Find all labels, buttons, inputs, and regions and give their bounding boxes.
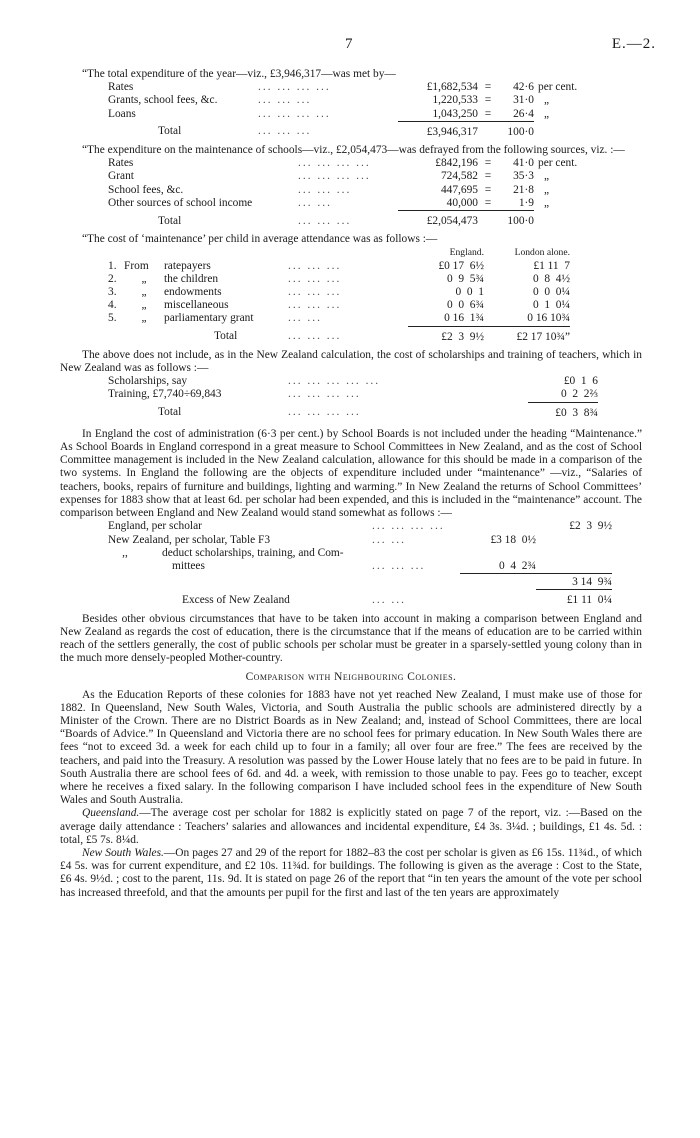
row-label: Grant [108,170,134,183]
equals-sign: = [484,170,492,183]
row-number: 3. [108,286,117,299]
england-value: 0 16 1¾ [444,312,484,325]
england-amount: £2 3 9½ [569,520,612,533]
unit: per cent. [538,81,578,94]
table-row [108,260,570,273]
unit: „ [544,183,550,196]
total-london: £2 17 10¾” [484,326,570,344]
leader-dots: ... ... ... [288,272,342,285]
total-row [108,121,594,139]
amount: 447,695 [440,183,478,196]
row-label: School fees, &c. [108,183,184,196]
london-value: 0 16 10¾ [527,312,570,325]
percent: 21·8 [513,183,534,196]
table-row [108,299,570,312]
row-label: the children [164,272,219,285]
row-label: endowments [164,286,222,299]
row-label: Rates [108,157,134,170]
leader-dots: ... ... ... ... [258,107,331,120]
report-reference: E.—2. [611,36,656,52]
unit: „ [544,170,550,183]
amount: 724,582 [440,170,478,183]
unit: per cent. [538,157,578,170]
row-label: parliamentary grant [164,312,254,325]
table-row [108,560,612,574]
leader-dots: ... ... [372,593,406,606]
england-value: 0 9 5¾ [446,272,484,285]
amount: 0 2 2⅔ [560,388,598,401]
row-label: ratepayers [164,259,211,272]
total-row [108,211,594,229]
unit: „ [544,196,550,209]
leader-dots: ... ... [288,312,322,325]
leader-dots: ... ... ... [298,214,352,227]
row-from: „ [141,272,147,285]
row-label: Other sources of school income [108,196,253,209]
table-row [108,312,570,326]
row-label: Rates [108,81,134,94]
england-value: 0 0 6¾ [446,299,484,312]
amount: 1,043,250 [432,107,478,120]
section-heading: Comparison with Neighbouring Colonies. [245,671,457,684]
leader-dots: ... ... ... ... [298,170,371,183]
scholarships-intro: The above does not include, as in the New Zealand calculation, the cost of scholarships and training of teachers, which in New Zealand was as follows :— [60,348,642,375]
nsw-text: —On pages 27 and 29 of the report for 1882–83 the cost per scholar is given as £6 15s. 11¾d., of which £4 5s. was for current expenditure, and £2 10s. 11¾d. for buildings. The following is given as the average : Cost to the State, £6 4s. 9½d. ; cost to the parent, 11s. 9d. It is stated on page 26 of the report that “in ten years the amount of the vote per school has increased threefold, and that the amounts per pupil for the first and last of the ten years are approximately [60,846,642,899]
table-row [108,375,598,388]
leader-dots: ... ... ... [258,94,312,107]
total-england: £2 3 9½ [408,326,484,344]
table-row [108,81,594,94]
row-number: 5. [108,312,117,325]
equals-sign: = [484,157,492,170]
queensland-name: Queensland. [82,807,140,820]
london-value: 0 0 0¼ [532,286,570,299]
total-label: Total [158,125,182,138]
table-row [108,108,594,122]
percent: 42·6 [513,81,534,94]
percent: 26·4 [513,107,534,120]
leader-dots: ... ... ... ... ... [288,375,381,388]
total-amount: £2,054,473 [398,211,478,229]
column-header-england: England. [449,247,484,259]
table-row [108,157,594,170]
column-header-london: London alone. [514,247,570,259]
leader-dots: ... ... [372,533,406,546]
colonies-paragraph: As the Education Reports of these colonies for 1883 have not yet reached New Zealand, I must make use of those for 1882. In Queensland, New South Wales, Victoria, and South Australia the public schools are administered directly by a Minister of the Crown. There are no District Boards as in New Zealand; and, instead of School Committees, there are local “Boards of Advice.” In Queensland and Victoria there are no school fees for primary education. In New South Wales there are fees “not to exceed 3d. a week for each child up to four in a family; all over four are free.” The fees are received by the teachers, and paid into the Treasury. A resolution was passed by the Lower House lately that no fees are to be paid in future. In South Australia there are school fees of 6d. and 4d. a week, with remission to those unable to pay. Fees go to teacher, except where he receives a fixed salary. In the following comparison I have included school fees in the expenditure of New South Wales and South Australia. [60,688,642,807]
nsw-name: New South Wales. [82,846,164,859]
page-number: 7 [345,36,353,52]
row-number: 2. [108,272,117,285]
leader-dots: ... ... ... ... [372,520,445,533]
expenditure-table [108,81,594,139]
expenditure-intro: “The total expenditure of the year—viz., £3,946,317—was met by— [82,68,396,80]
leader-dots: ... ... ... [288,330,342,343]
leader-dots: ... ... ... ... [288,388,361,401]
london-value: 0 1 0¼ [532,299,570,312]
leader-dots: ... ... ... [258,125,312,138]
excess-amount: £1 11 0¼ [536,590,612,608]
table-row [108,574,612,590]
maintenance-intro: “The expenditure on the maintenance of schools—viz., £2,054,473—was defrayed from the following sources, viz. :— [82,144,625,157]
nsw-paragraph [60,847,642,900]
table-row [108,534,612,547]
percent: 35·3 [513,170,534,183]
table-row [108,520,612,533]
deduct-label: deduct scholarships, training, and Com- [162,546,344,559]
amount: £842,196 [435,157,478,170]
london-value: 0 8 4½ [532,272,570,285]
row-from: „ [141,299,147,312]
table-row [108,547,612,560]
row-label: England, per scholar [108,520,202,533]
row-from: „ [141,312,147,325]
total-amount: £0 3 8¾ [528,402,598,420]
leader-dots: ... ... ... [288,299,342,312]
equals-sign: = [484,94,492,107]
leader-dots: ... ... ... ... [288,406,361,419]
row-number: 4. [108,299,117,312]
row-number: 1. [108,259,117,272]
scholarships-table [108,375,598,420]
total-label: Total [158,406,182,419]
row-label: Scholarships, say [108,375,188,388]
cost-per-child-intro: “The cost of ‘maintenance’ per child in average attendance was as follows :— [82,233,438,246]
column-headers [108,246,570,259]
row-from: From [124,259,149,272]
table-row [108,286,570,299]
row-label: Loans [108,107,136,120]
unit: „ [544,107,550,120]
percent: 31·0 [513,94,534,107]
besides-paragraph: Besides other obvious circumstances that have to be taken into account in making a comparison between England and New Zealand as regards the cost of education, there is the circumstance that if the means of education are to be carried within reach of the settlers generally, the cost of public schools per scholar must be greater in a sparsely-settled young colony than in the much more densely-peopled Mother-country. [60,612,642,665]
percent: 1·9 [518,196,534,209]
england-value: £0 17 6½ [438,259,484,272]
total-label: Total [214,330,238,343]
table-row [108,184,594,197]
page-header [0,38,700,58]
table-row [108,94,594,107]
leader-dots: ... ... ... [288,259,342,272]
total-row [108,402,598,420]
row-label: New Zealand, per scholar, Table F3 [108,533,271,546]
total-label: Total [158,214,182,227]
deduct-label-cont: mittees [172,559,205,572]
leader-dots: ... ... ... [372,559,426,572]
total-row [108,590,612,608]
nz-amount: £3 18 0½ [490,533,536,546]
london-value: £1 11 7 [533,259,570,272]
table-row [108,273,570,286]
amount: £1,682,534 [426,81,478,94]
queensland-text: —The average cost per scholar for 1882 is explicitly stated on page 7 of the report, viz. :—Based on the average daily attendance : Teachers’ salaries and allowances and incidental expenditure, £4 3s. 3¼d. ; buildings, £1 4s. 5d. : total, £5 7s. 8¼d. [60,807,642,846]
equals-sign: = [484,183,492,196]
page-content [60,68,642,900]
equals-sign: = [484,81,492,94]
total-row [108,326,570,344]
leader-dots: ... ... ... [288,286,342,299]
equals-sign: = [484,107,492,120]
table-row [108,197,594,211]
row-label: miscellaneous [164,299,229,312]
table-row [108,170,594,183]
excess-label: Excess of New Zealand [182,593,290,606]
amount: 40,000 [446,196,478,209]
leader-dots: ... ... [298,196,332,209]
row-label: Training, £7,740÷69,843 [108,388,222,401]
total-percent: 100·0 [498,211,534,229]
maintenance-table [108,157,594,228]
percent: 41·0 [513,157,534,170]
admin-paragraph: In England the cost of administration (6·3 per cent.) by School Boards is not included under the heading “Maintenance.” As School Boards in England correspond in a great measure to School Committees in New Zealand, and as the cost of School Committee management is included in the New Zealand calculation, allowance for this should be made in a comparison of the two systems. In England the following are the objects of expenditure included under “maintenance” —viz., “Salaries of teachers, books, repairs of furniture and buildings, lighting and warming.” In New Zealand the returns of School Committees’ expenses for 1883 show that at least 6d. per scholar had been expended, and this is included in the “maintenance” account. The comparison between England and New Zealand would stand somewhat as follows :— [60,427,642,520]
amount: £0 1 6 [563,375,598,388]
cost-per-child-table [108,246,570,343]
leader-dots: ... ... ... [298,183,352,196]
net-amount: 3 14 9¾ [536,574,612,590]
total-amount: £3,946,317 [398,121,478,139]
ditto-mark: ,, [122,546,128,559]
row-label: Grants, school fees, &c. [108,94,218,107]
amount: 1,220,533 [432,94,478,107]
comparison-table [108,520,612,607]
table-row [108,388,598,402]
equals-sign: = [484,196,492,209]
queensland-paragraph [60,807,642,847]
total-percent: 100·0 [498,121,534,139]
unit: „ [544,94,550,107]
leader-dots: ... ... ... ... [258,81,331,94]
row-from: „ [141,286,147,299]
deduct-amount: 0 4 2¾ [498,559,536,572]
england-value: 0 0 1 [455,286,484,299]
leader-dots: ... ... ... ... [298,157,371,170]
